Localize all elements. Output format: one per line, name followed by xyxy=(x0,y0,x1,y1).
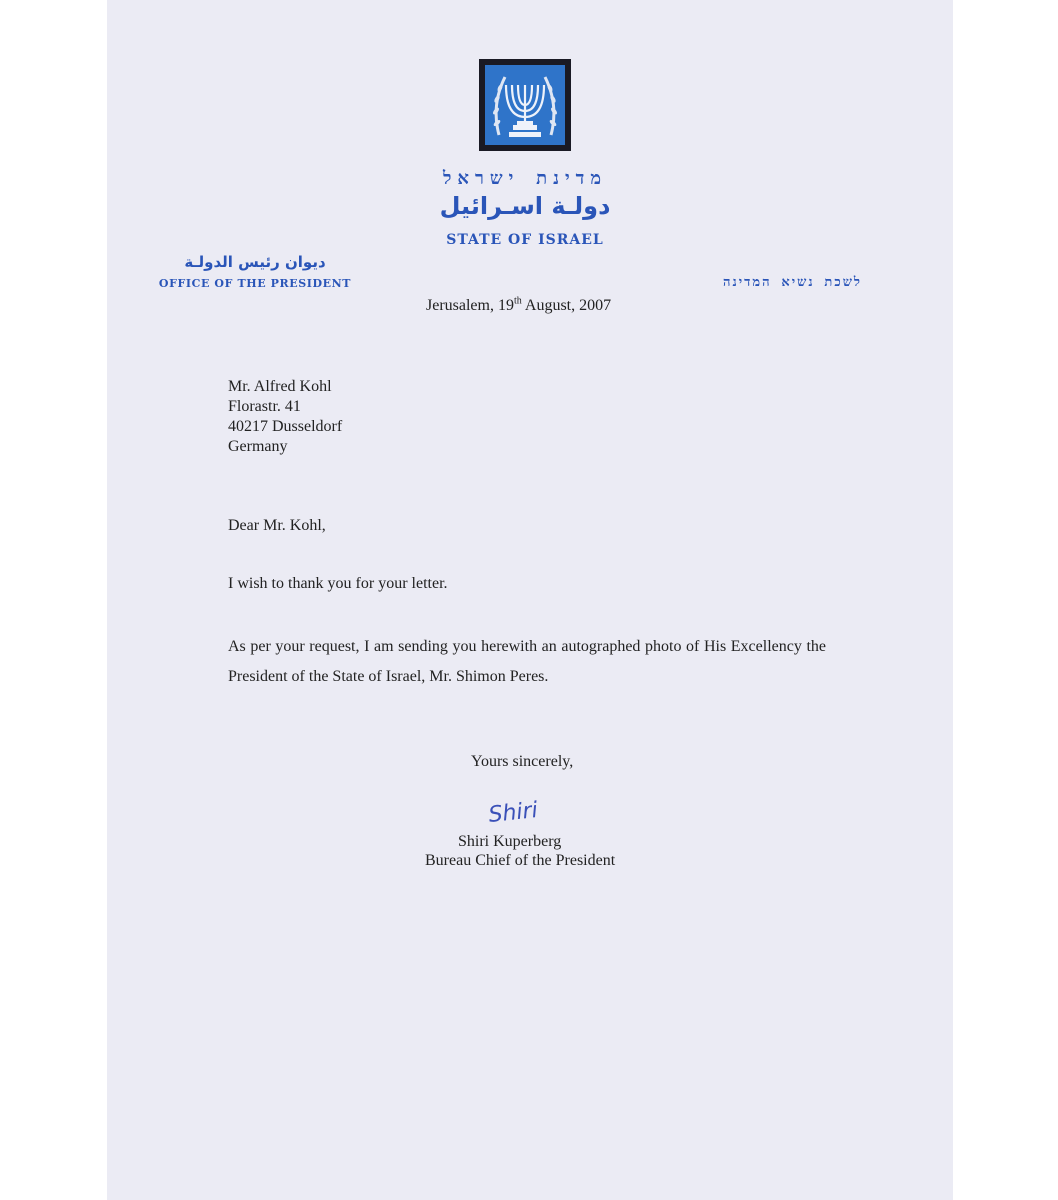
emblem-graphic xyxy=(485,65,565,145)
hebrew-state-name: מדינת ישראל xyxy=(443,168,607,189)
arabic-state-name: دولـة اسـرائيل xyxy=(439,192,611,220)
english-state-name: STATE OF ISRAEL xyxy=(446,232,604,248)
emblem-background xyxy=(485,65,565,145)
handwritten-signature: Shiri xyxy=(487,797,539,828)
body-paragraph-1: I wish to thank you for your letter. xyxy=(228,575,448,592)
date-ordinal: th xyxy=(513,295,522,307)
english-office-name: OFFICE OF THE PRESIDENT xyxy=(158,277,352,290)
arabic-office-name: ديوان رئيس الدولـة xyxy=(184,253,326,271)
menorah-emblem-icon xyxy=(479,59,571,151)
closing-phrase: Yours sincerely, xyxy=(471,753,574,770)
letter-date xyxy=(426,296,611,316)
hebrew-office-name: לשכת נשיא המדינה xyxy=(723,275,862,290)
salutation: Dear Mr. Kohl, xyxy=(228,517,326,534)
signer-name: Shiri Kuperberg xyxy=(458,833,562,850)
date-prefix: Jerusalem, 19 xyxy=(426,297,514,314)
body-paragraph-2: As per your request, I am sending you herewith an autographed photo of His Excellency the President of the State of Israel, Mr. Shimon Peres. xyxy=(228,638,826,685)
recipient-city: 40217 Dusseldorf xyxy=(228,418,343,435)
recipient-name: Mr. Alfred Kohl xyxy=(228,378,332,395)
recipient-address xyxy=(228,377,342,457)
recipient-street: Florastr. 41 xyxy=(228,398,301,415)
date-suffix: August, 2007 xyxy=(521,297,612,314)
signer-title: Bureau Chief of the President xyxy=(425,852,616,869)
recipient-country: Germany xyxy=(228,438,288,455)
